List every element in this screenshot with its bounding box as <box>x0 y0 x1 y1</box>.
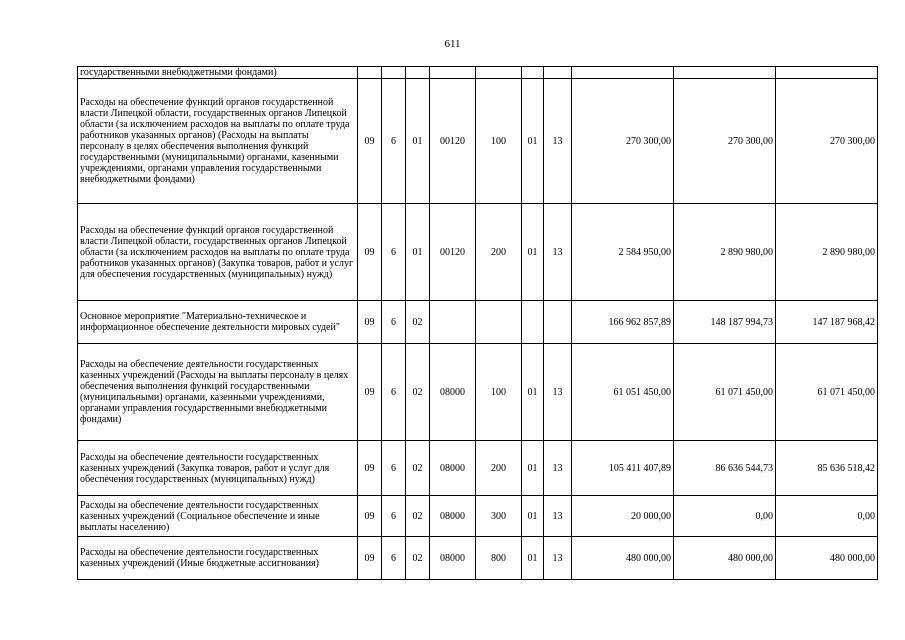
code-cell: 02 <box>406 441 430 496</box>
code-cell: 6 <box>382 79 406 204</box>
code-cell: 13 <box>544 441 572 496</box>
row-description: Основное мероприятие "Материально-техническое и информационное обеспечение деятельности мировых судей" <box>78 301 358 344</box>
code-cell <box>522 67 544 79</box>
amount-cell <box>674 67 776 79</box>
code-cell: 08000 <box>430 441 476 496</box>
code-cell: 300 <box>476 496 522 537</box>
code-cell: 01 <box>406 204 430 301</box>
amount-cell: 480 000,00 <box>572 537 674 580</box>
code-cell: 6 <box>382 496 406 537</box>
code-cell: 09 <box>358 496 382 537</box>
budget-table <box>77 66 878 580</box>
row-description: Расходы на обеспечение деятельности государственных казенных учреждений (Расходы на выплаты персоналу в целях обеспечения выполнения функций государственными (муниципальными) органами, казенными учреждениями, органами управления государственными внебюджетными фондами) <box>78 344 358 441</box>
row-description: государственными внебюджетными фондами) <box>78 67 358 79</box>
code-cell: 02 <box>406 301 430 344</box>
code-cell <box>430 301 476 344</box>
code-cell: 00120 <box>430 79 476 204</box>
code-cell <box>476 301 522 344</box>
code-cell: 01 <box>522 79 544 204</box>
row-description: Расходы на обеспечение деятельности государственных казенных учреждений (Закупка товаров, работ и услуг для обеспечения государственных (муниципальных) нужд) <box>78 441 358 496</box>
code-cell <box>358 67 382 79</box>
code-cell: 08000 <box>430 496 476 537</box>
code-cell <box>522 301 544 344</box>
code-cell: 01 <box>522 344 544 441</box>
table-row <box>78 79 878 204</box>
code-cell: 6 <box>382 204 406 301</box>
code-cell: 09 <box>358 537 382 580</box>
amount-cell: 105 411 407,89 <box>572 441 674 496</box>
amount-cell: 61 071 450,00 <box>776 344 878 441</box>
table-row <box>78 344 878 441</box>
amount-cell: 480 000,00 <box>776 537 878 580</box>
code-cell <box>544 67 572 79</box>
amount-cell: 2 584 950,00 <box>572 204 674 301</box>
code-cell: 800 <box>476 537 522 580</box>
code-cell: 6 <box>382 344 406 441</box>
code-cell: 100 <box>476 79 522 204</box>
amount-cell: 148 187 994,73 <box>674 301 776 344</box>
table-row <box>78 301 878 344</box>
table-row <box>78 537 878 580</box>
code-cell: 09 <box>358 441 382 496</box>
code-cell: 200 <box>476 441 522 496</box>
code-cell: 13 <box>544 79 572 204</box>
code-cell <box>544 301 572 344</box>
code-cell: 6 <box>382 441 406 496</box>
code-cell: 09 <box>358 344 382 441</box>
amount-cell: 270 300,00 <box>572 79 674 204</box>
row-description: Расходы на обеспечение функций органов государственной власти Липецкой области, государственных органов Липецкой области (за исключением расходов на выплаты по оплате труда работников указанных органов) (Закупка товаров, работ и услуг для обеспечения государственных (муниципальных) нужд) <box>78 204 358 301</box>
amount-cell: 270 300,00 <box>674 79 776 204</box>
table-row <box>78 496 878 537</box>
code-cell: 6 <box>382 301 406 344</box>
code-cell <box>430 67 476 79</box>
amount-cell: 85 636 518,42 <box>776 441 878 496</box>
code-cell <box>406 67 430 79</box>
code-cell: 09 <box>358 301 382 344</box>
code-cell: 01 <box>522 537 544 580</box>
code-cell: 13 <box>544 204 572 301</box>
amount-cell: 2 890 980,00 <box>776 204 878 301</box>
table-row <box>78 67 878 79</box>
row-description: Расходы на обеспечение деятельности государственных казенных учреждений (Социальное обеспечение и иные выплаты населению) <box>78 496 358 537</box>
table-row <box>78 441 878 496</box>
amount-cell: 61 071 450,00 <box>674 344 776 441</box>
code-cell: 200 <box>476 204 522 301</box>
amount-cell: 20 000,00 <box>572 496 674 537</box>
amount-cell: 0,00 <box>776 496 878 537</box>
amount-cell: 86 636 544,73 <box>674 441 776 496</box>
amount-cell: 147 187 968,42 <box>776 301 878 344</box>
code-cell: 01 <box>522 441 544 496</box>
amount-cell: 61 051 450,00 <box>572 344 674 441</box>
code-cell: 6 <box>382 537 406 580</box>
amount-cell: 0,00 <box>674 496 776 537</box>
code-cell: 02 <box>406 496 430 537</box>
code-cell <box>476 67 522 79</box>
row-description: Расходы на обеспечение функций органов государственной власти Липецкой области, государственных органов Липецкой области (за исключением расходов на выплаты по оплате труда работников указанных органов) (Расходы на выплаты персоналу в целях обеспечения выполнения функций государственными (муниципальными) органами, казенными учреждениями, органами управления государственными внебюджетными фондами) <box>78 79 358 204</box>
code-cell: 02 <box>406 344 430 441</box>
amount-cell: 270 300,00 <box>776 79 878 204</box>
page-number: 611 <box>444 38 461 50</box>
table-row <box>78 204 878 301</box>
code-cell: 13 <box>544 537 572 580</box>
code-cell: 13 <box>544 344 572 441</box>
code-cell: 01 <box>522 204 544 301</box>
code-cell: 09 <box>358 79 382 204</box>
code-cell: 08000 <box>430 537 476 580</box>
amount-cell: 166 962 857,89 <box>572 301 674 344</box>
code-cell: 02 <box>406 537 430 580</box>
amount-cell <box>776 67 878 79</box>
code-cell: 13 <box>544 496 572 537</box>
amount-cell: 480 000,00 <box>674 537 776 580</box>
code-cell: 09 <box>358 204 382 301</box>
code-cell <box>382 67 406 79</box>
code-cell: 08000 <box>430 344 476 441</box>
amount-cell <box>572 67 674 79</box>
amount-cell: 2 890 980,00 <box>674 204 776 301</box>
code-cell: 01 <box>406 79 430 204</box>
row-description: Расходы на обеспечение деятельности государственных казенных учреждений (Иные бюджетные ассигнования) <box>78 537 358 580</box>
code-cell: 01 <box>522 496 544 537</box>
code-cell: 00120 <box>430 204 476 301</box>
code-cell: 100 <box>476 344 522 441</box>
